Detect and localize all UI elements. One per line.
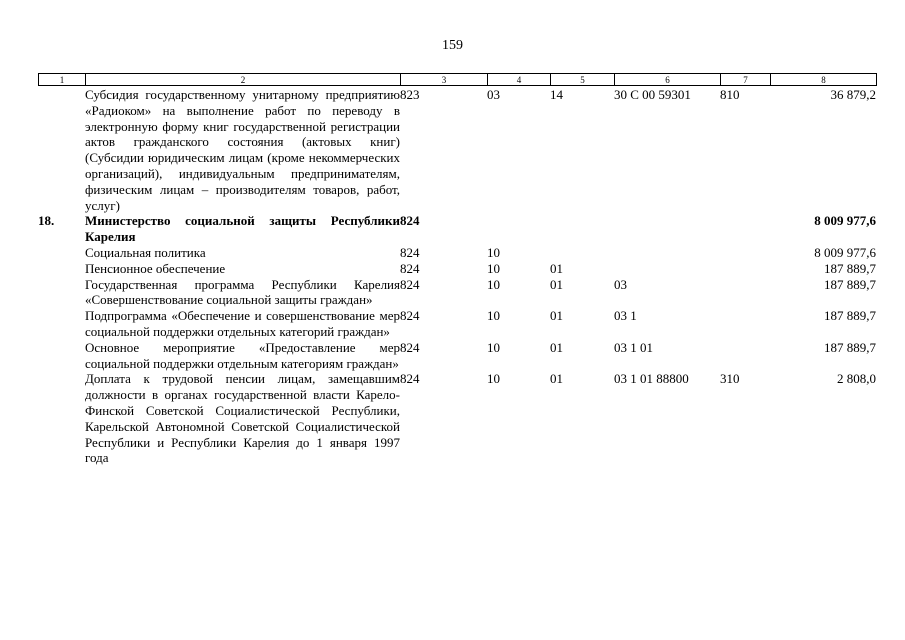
row-name: Подпрограмма «Обеспечение и совершенствование мер социальной поддержки отдельных категорий граждан»: [85, 308, 400, 339]
row-subsection-code: 01: [550, 260, 563, 276]
row-subsection-code: 01: [550, 276, 563, 292]
row-expense-type: [720, 277, 770, 309]
row-expense-type: [720, 261, 770, 277]
table-row: [38, 261, 876, 277]
row-target-article: [614, 245, 720, 261]
column-header-2: 2: [86, 74, 401, 86]
row-subsection-code: 01: [550, 308, 563, 324]
row-target-article: 03: [614, 276, 627, 292]
row-number: [38, 308, 85, 340]
row-section-code: 10: [487, 276, 500, 292]
row-amount: 187 889,7: [824, 339, 876, 355]
row-amount: 187 889,7: [824, 308, 876, 324]
row-amount: 36 879,2: [830, 87, 876, 102]
table-row: [38, 87, 876, 213]
row-subsection-code: 01: [550, 339, 563, 355]
table-row: [38, 277, 876, 309]
row-amount: 8 009 977,6: [814, 213, 876, 229]
row-ministry-code: 824: [400, 308, 420, 324]
row-expense-type: [720, 245, 770, 261]
row-target-article: 03 1: [614, 308, 637, 324]
table-row: [38, 213, 876, 245]
page-number: 159: [442, 38, 463, 53]
row-ministry-code: 823: [400, 87, 420, 102]
row-section-code: 10: [487, 371, 500, 387]
column-header-6: 6: [615, 74, 721, 86]
row-section-code: 10: [487, 260, 500, 276]
row-amount: 187 889,7: [824, 260, 876, 276]
row-amount: 187 889,7: [824, 276, 876, 292]
row-name: Государственная программа Республики Карелия «Совершенствование социальной защиты граждан»: [85, 276, 400, 308]
column-header-4: 4: [488, 74, 551, 86]
row-name: Социальная политика: [85, 244, 206, 260]
column-header-row: [38, 73, 877, 86]
row-name: Основное мероприятие «Предоставление мер социальной поддержки отдельным категориям граждан»: [85, 339, 400, 371]
row-expense-type: 810: [720, 87, 740, 102]
row-expense-type: [720, 213, 770, 245]
column-header-5: 5: [551, 74, 615, 86]
table-row: [38, 340, 876, 372]
row-name: Субсидия государственному унитарному предприятию «Радиоком» на выполнение работ по переводу в электронную форму книг государственной регистрации актов гражданского состояния (актовых книг) (Субсидии юридическим лицам (кроме некоммерческих организаций), индивидуальным предпринимателям, физическим лицам – производителям товаров, работ, услуг): [85, 87, 400, 213]
table-row: [38, 245, 876, 261]
row-section-code: 10: [487, 244, 500, 260]
row-section-code: 03: [487, 87, 500, 102]
column-header-3: 3: [401, 74, 488, 86]
row-target-article: [614, 261, 720, 277]
row-subsection-code: [550, 245, 614, 261]
row-name: Доплата к трудовой пенсии лицам, замещавшим должности в органах государственной власти Карело-Финской Советской Социалистической Республики, Карельской Автономной Советской Социалистической Республики и Республики Карелия до 1 января 1997 года: [85, 371, 400, 466]
row-ministry-code: 824: [400, 339, 420, 355]
row-section-code: 10: [487, 339, 500, 355]
row-number: [38, 277, 85, 309]
row-ministry-code: 824: [400, 213, 420, 229]
row-target-article: 30 С 00 59301: [614, 87, 691, 102]
row-target-article: 03 1 01 88800: [614, 371, 689, 387]
row-ministry-code: 824: [400, 276, 420, 292]
row-name: Пенсионное обеспечение: [85, 260, 226, 276]
table-row: [38, 371, 876, 466]
row-number: [38, 87, 85, 213]
row-ministry-code: 824: [400, 244, 420, 260]
row-expense-type: 310: [720, 371, 740, 387]
row-number: [38, 340, 85, 372]
row-expense-type: [720, 308, 770, 340]
row-target-article: [614, 213, 720, 245]
row-section-code: [487, 213, 550, 245]
row-number: [38, 261, 85, 277]
row-number: [38, 371, 85, 466]
column-header-8: 8: [771, 74, 877, 86]
row-number: 18.: [38, 213, 55, 229]
row-expense-type: [720, 340, 770, 372]
row-section-code: 10: [487, 308, 500, 324]
column-header-1: 1: [39, 74, 86, 86]
column-header-7: 7: [721, 74, 771, 86]
row-number: [38, 245, 85, 261]
table-row: [38, 308, 876, 340]
budget-table: [38, 87, 876, 466]
row-subsection-code: [550, 213, 614, 245]
row-target-article: 03 1 01: [614, 339, 653, 355]
row-amount: 2 808,0: [837, 371, 876, 387]
row-amount: 8 009 977,6: [814, 244, 876, 260]
row-ministry-code: 824: [400, 371, 420, 387]
row-subsection-code: 14: [550, 87, 563, 102]
row-subsection-code: 01: [550, 371, 563, 387]
row-name: Министерство социальной защиты Республики Карелия: [85, 213, 400, 245]
row-ministry-code: 824: [400, 260, 420, 276]
